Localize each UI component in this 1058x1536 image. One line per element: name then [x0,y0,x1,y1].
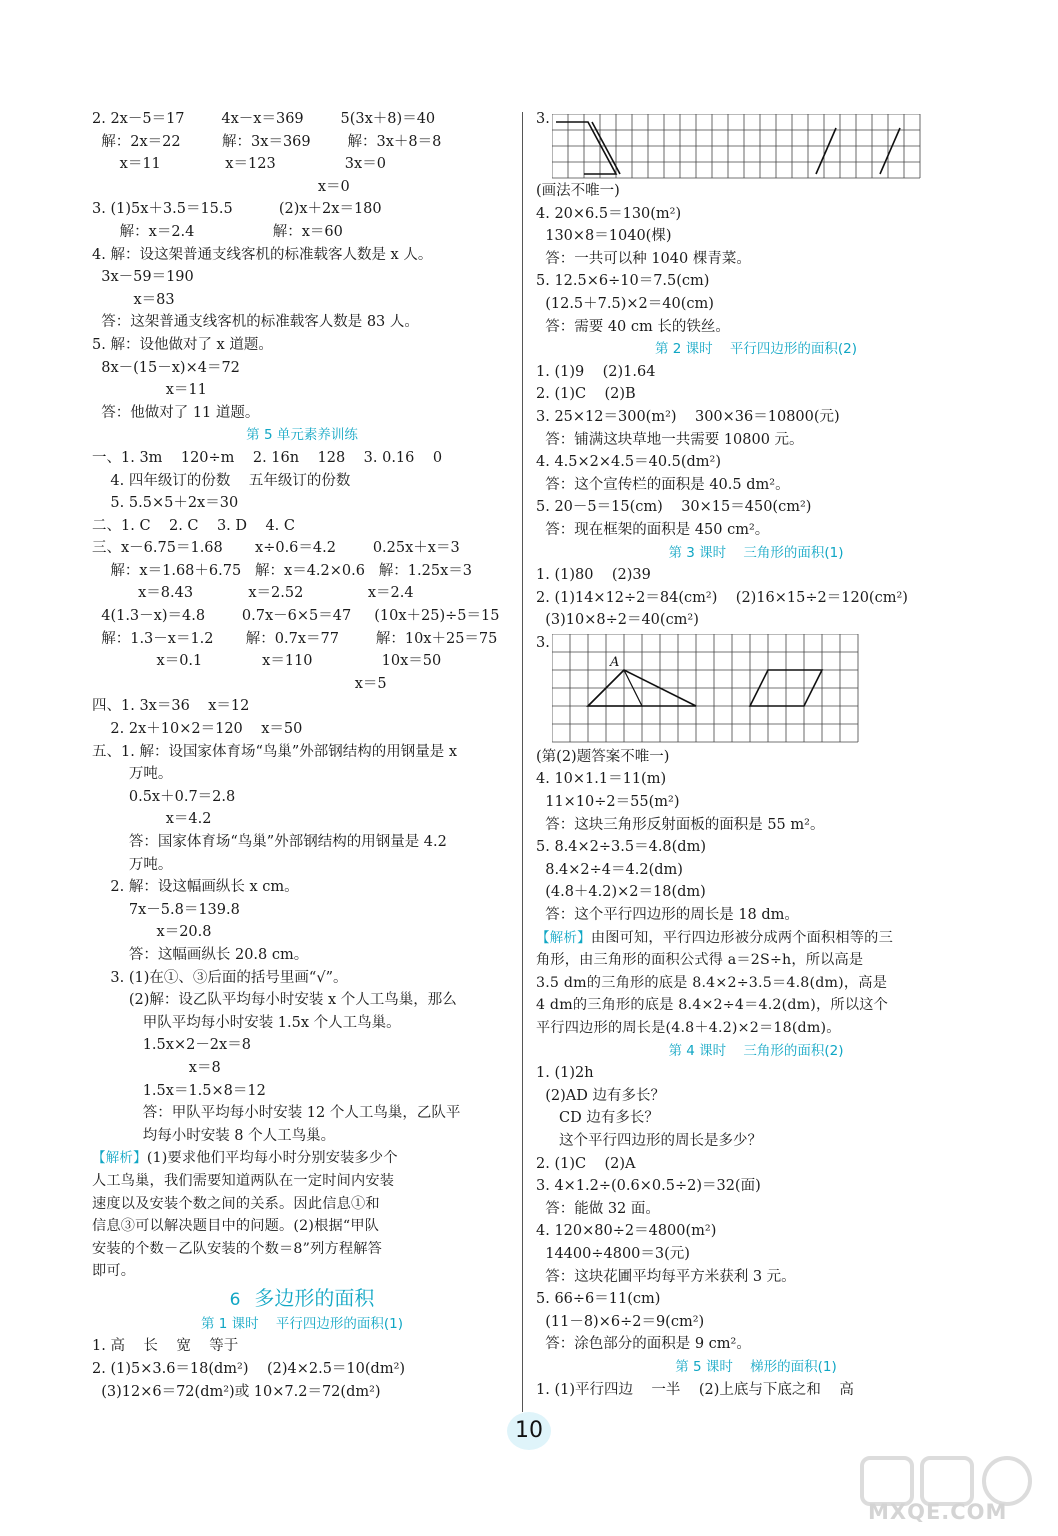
answer-line: 答：这架普通支线客机的标准载客人数是 83 人。 [92,314,419,331]
answer-line: CD 边有多长？ [536,1110,659,1127]
lesson5-section-title: 第 5 课时 梯形的面积(1) [675,1358,837,1375]
answer-line: 答：现在框架的面积是 450 cm²。 [536,521,770,538]
answer-line: 答：这块花圃平均每平方米获利 3 元。 [536,1268,796,1285]
answer-line: 均每小时安装 8 个人工鸟巢。 [92,1127,336,1144]
page-number: 10 [507,1412,551,1450]
answer-line: 2. 2x－5＝17 4x－x＝369 5(3x＋8)＝40 [92,111,436,127]
answer-line: 这个平行四边形的周长是多少？ [536,1132,763,1149]
answer-line: 解：2x＝22 解：3x＝369 解：3x＋8＝8 [92,133,442,150]
answer-line: 答：这个宣传栏的面积是 40.5 dm²。 [536,476,790,493]
answer-line: x＝83 [92,291,175,308]
answer-line: x＝8 [92,1059,221,1076]
answer-line: 5. 66÷6＝11(cm) [536,1291,661,1308]
lesson2-section-title: 第 2 课时 平行四边形的面积(2) [655,341,857,358]
answer-line: 答：他做对了 11 道题。 [92,404,260,421]
question-number: 3. [536,634,550,651]
answer-line: x＝11 x＝123 3x＝0 [92,156,386,173]
analysis-line: 角形，由三角形的面积公式得 a＝2S÷h，所以高是 [536,952,864,969]
analysis-line: 安装的个数－乙队安装的个数＝8”列方程解答 [92,1240,383,1257]
answer-line: (2)解：设乙队平均每小时安装 x 个人工鸟巢，那么 [92,992,457,1009]
answer-line: 7x－5.8＝139.8 [92,901,240,918]
point-a-label: A [610,654,620,670]
right-answers-lesson1 [536,203,976,339]
answer-line: 答：需要 40 cm 长的铁丝。 [536,318,730,335]
right-analysis [536,927,976,1040]
answer-line: 3. 25×12＝300(m²) 300×36＝10800(元) [536,408,840,425]
answer-line: 1. (1)2h [536,1065,594,1082]
grid-question-3 [536,108,976,180]
answer-line: (11－8)×6÷2＝9(cm²) [536,1313,705,1330]
right-answers-lesson5 [536,1379,976,1402]
lesson3-section-title: 第 3 课时 三角形的面积(1) [668,544,844,561]
chapter-number: 6 [229,1289,241,1310]
answer-line: 解：x＝1.68＋6.75 解：x＝4.2×0.6 解：1.25x＝3 [92,562,472,579]
analysis-line: 信息③可以解决题目中的问题。(2)根据“甲队 [92,1218,380,1235]
answer-line: (12.5＋7.5)×2＝40(cm) [536,295,714,312]
answer-line: 答：国家体育场“鸟巢”外部钢结构的用钢量是 4.2 [92,834,447,850]
answer-line: 1. (1)80 (2)39 [536,567,651,584]
answer-line: (3)10×8÷2＝40(cm²) [536,612,699,629]
analysis-line: 由图可知，平行四边形被分成两个面积相等的三 [590,929,893,946]
analysis-line: 4 dm的三角形的底是 8.4×2÷4＝4.2(dm)，所以这个 [536,997,888,1014]
answer-line: 4. 120×80÷2＝4800(m²) [536,1223,717,1240]
left-answers-lesson1 [92,1335,512,1403]
analysis-line: 速度以及安装个数之间的关系。因此信息①和 [92,1195,380,1212]
analysis-line: 3.5 dm的三角形的底是 8.4×2÷3.5＝4.8(dm)，高是 [536,974,888,991]
answer-line: 3. (1)5x＋3.5＝15.5 (2)x＋2x＝180 [92,201,382,218]
answer-line: 答：能做 32 面。 [536,1200,660,1217]
answer-line: 答：甲队平均每小时安装 12 个人工鸟巢，乙队平 [92,1105,461,1122]
unit5-section-title: 第 5 单元素养训练 [246,427,358,444]
answer-line: 1. (1)9 (2)1.64 [536,363,656,380]
answer-line: 1. (1)平行四边 一半 (2)上底与下底之和 高 [536,1381,854,1398]
answer-line: 4(1.3－x)＝4.8 0.7x－6×5＝47 (10x＋25)÷5＝15 [92,608,500,625]
answer-line: 2. (1)C (2)B [536,386,636,403]
analysis-line: (1)要求他们平均每小时分别安装多少个 [146,1150,398,1167]
right-answers-lesson3 [536,564,976,632]
answer-line: 4. 10×1.1＝11(m) [536,771,667,788]
lesson1-section-title: 第 1 课时 平行四边形的面积(1) [201,1315,403,1332]
answer-line: 1. 高 长 宽 等于 [92,1338,239,1355]
answer-line: 5. 8.4×2÷3.5＝4.8(dm) [536,839,706,856]
answer-line: 5. 12.5×6÷10＝7.5(cm) [536,273,710,290]
drawing-note: (第(2)题答案不唯一) [536,748,670,765]
answer-line: 4. 四年级订的份数 五年级订的份数 [92,472,351,489]
left-answers-equations [92,108,512,424]
right-column [536,108,976,1401]
answer-line: x＝11 [92,382,207,399]
answer-line: x＝0 [92,178,350,195]
answer-line: x＝0.1 x＝110 10x＝50 [92,653,442,670]
right-answers-lesson4 [536,1062,976,1356]
answer-line: 0.5x＋0.7＝2.8 [92,788,236,805]
answer-line: 答：一共可以种 1040 棵青菜。 [536,250,751,267]
answer-line: 答：这块三角形反射面板的面积是 55 m²。 [536,816,825,833]
answer-line: 甲队平均每小时安装 1.5x 个人工鸟巢。 [92,1014,401,1031]
answer-line: 2. 2x＋10×2＝120 x＝50 [92,721,303,738]
chapter-title [92,1283,512,1313]
left-analysis [92,1147,512,1283]
answer-line: 解：x＝2.4 解：x＝60 [92,223,343,240]
answer-line: x＝5 [92,675,387,692]
analysis-line: 人工鸟巢，我们需要知道两队在一定时间内安装 [92,1172,395,1189]
answer-line: x＝20.8 [92,924,212,941]
grid-question-3b [536,632,976,746]
answer-line: 3. 4×1.2÷(0.6×0.5÷2)＝32(面) [536,1178,761,1195]
answer-line: 二、1. C 2. C 3. D 4. C [92,517,295,534]
answer-line: 四、1. 3x＝36 x＝12 [92,698,250,715]
answer-line: 答：涂色部分的面积是 9 cm²。 [536,1336,751,1353]
answer-line: 4. 4.5×2×4.5＝40.5(dm²) [536,454,722,471]
answer-line: (4.8＋4.2)×2＝18(dm) [536,884,706,901]
drawing-note: (画法不唯一) [536,183,620,199]
chapter-name: 多边形的面积 [254,1285,375,1310]
answer-line: 万吨。 [92,856,173,873]
answer-line: 五、1. 解：设国家体育场“鸟巢”外部钢结构的用钢量是 x [92,743,458,760]
answer-line: 5. 20－5＝15(cm) 30×15＝450(cm²) [536,499,812,516]
analysis-tag: 【解析】 [92,1150,147,1167]
answer-line: x＝4.2 [92,811,212,828]
answer-line: 3. (1)在①、③后面的括号里画“√”。 [92,969,348,986]
drawn-line-right-2 [880,128,900,174]
right-answers-lesson3-cont [536,768,976,926]
left-answers-unit5 [92,447,512,1147]
answer-line: 答：这个平行四边形的周长是 18 dm。 [536,907,799,924]
grid-drawing-parallelograms [552,114,924,180]
answer-line: (3)12×6＝72(dm²)或 10×7.2＝72(dm²) [92,1383,381,1400]
answer-line: 4. 解：设这架普通支线客机的标准载客人数是 x 人。 [92,246,433,263]
answer-line: 一、1. 3m 120÷m 2. 16n 128 3. 0.16 0 [92,449,443,466]
answer-line: 答：这幅画纵长 20.8 cm。 [92,946,309,963]
column-divider [522,112,523,1412]
left-column [92,108,512,1403]
answer-line: 2. (1)14×12÷2＝84(cm²) (2)16×15÷2＝120(cm²) [536,589,908,606]
answer-line: 4. 20×6.5＝130(m²) [536,205,682,222]
answer-line: 130×8＝1040(棵) [536,228,672,245]
answer-line: 万吨。 [92,766,173,783]
answer-line: 答：铺满这块草地一共需要 10800 元。 [536,431,804,448]
grid-drawing-triangle [552,634,862,746]
analysis-line: 即可。 [92,1263,136,1280]
answer-line: 8.4×2÷4＝4.2(dm) [536,861,683,878]
answer-line: 11×10÷2＝55(m²) [536,794,680,811]
analysis-line: 平行四边形的周长是(4.8＋4.2)×2＝18(dm)。 [536,1020,841,1036]
answer-line: 1.5x×2－2x＝8 [92,1037,251,1054]
lesson4-section-title: 第 4 课时 三角形的面积(2) [668,1042,844,1059]
answer-line: 2. 解：设这幅画纵长 x cm。 [92,879,299,896]
analysis-tag: 【解析】 [536,929,591,946]
answer-line: 解：1.3－x＝1.2 解：0.7x＝77 解：10x＋25＝75 [92,630,498,647]
answer-line: 2. (1)C (2)A [536,1155,636,1172]
answer-line: 2. (1)5×3.6＝18(dm²) (2)4×2.5＝10(dm²) [92,1361,406,1378]
answer-line: (2)AD 边有多长？ [536,1087,665,1104]
drawn-line-right-1 [816,128,836,174]
question-number: 3. [536,111,550,127]
answer-line: 3x－59＝190 [92,269,194,286]
answer-line: 1.5x＝1.5×8＝12 [92,1082,266,1099]
answer-line: 8x－(15－x)×4＝72 [92,359,240,376]
answer-line: x＝8.43 x＝2.52 x＝2.4 [92,585,414,602]
answer-line: 5. 解：设他做对了 x 道题。 [92,336,273,353]
right-answers-lesson2 [536,361,976,542]
answer-line: 三、x－6.75＝1.68 x÷0.6＝4.2 0.25x＋x＝3 [92,540,460,557]
watermark-text: MXQE.COM [868,1500,1008,1524]
answer-line: 14400÷4800＝3(元) [536,1245,690,1262]
answer-line: 5. 5.5×5＋2x＝30 [92,495,239,512]
